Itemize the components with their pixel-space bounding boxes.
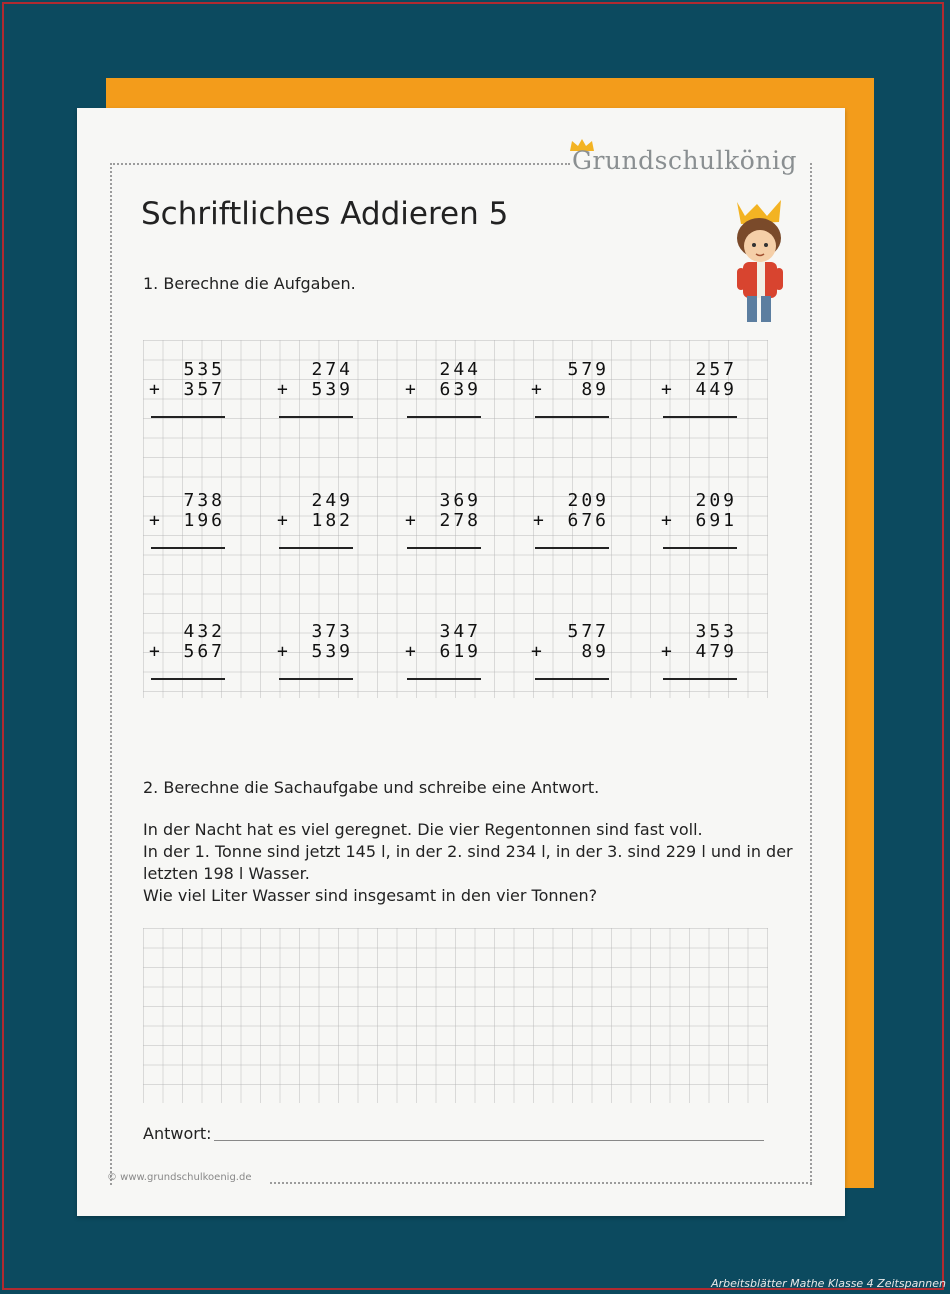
addition-problem [529,622,609,680]
addition-problem [401,491,481,549]
addend-bottom [529,642,609,662]
addition-problem [657,491,737,549]
addend-value: 691 [695,510,737,531]
addend-value: 639 [439,379,481,400]
addition-problem [145,360,225,418]
addend-top: 535 [183,359,225,380]
addend-bottom [657,511,737,531]
sum-line[interactable] [663,678,737,680]
addend-value: 676 [567,510,609,531]
addition-problem [657,622,737,680]
king-boy-illustration [723,196,805,326]
sum-line[interactable] [151,678,225,680]
addend-value: 539 [311,641,353,662]
dotted-frame-bottom [270,1182,812,1184]
addend-value: 539 [311,379,353,400]
page-title: Schriftliches Addieren 5 [141,196,509,232]
task2-heading: 2. Berechne die Sachaufgabe und schreibe eine Antwort. [143,778,600,797]
plus-sign: + [661,510,675,531]
addend-bottom [273,380,353,400]
sum-line[interactable] [663,416,737,418]
addition-problem [273,491,353,549]
addend-value: 89 [581,379,609,400]
worksheet-page [77,108,845,1216]
addend-top: 432 [183,621,225,642]
addition-problem [401,622,481,680]
sum-line[interactable] [279,547,353,549]
sum-line[interactable] [663,547,737,549]
addend-bottom [145,642,225,662]
addend-top: 373 [311,621,353,642]
sum-line[interactable] [535,547,609,549]
sum-line[interactable] [279,678,353,680]
addend-value: 449 [695,379,737,400]
addend-top: 209 [567,490,609,511]
addition-problem [529,360,609,418]
plus-sign: + [277,641,291,662]
addend-value: 619 [439,641,481,662]
plus-sign: + [405,379,419,400]
sum-line[interactable] [535,416,609,418]
addend-top: 257 [695,359,737,380]
sum-line[interactable] [535,678,609,680]
answer-grid [143,928,768,1103]
sum-line[interactable] [151,416,225,418]
addend-top: 244 [439,359,481,380]
sum-line[interactable] [407,547,481,549]
plus-sign: + [405,510,419,531]
addend-bottom [401,642,481,662]
answer-label: Antwort: [143,1124,212,1143]
word-problem-line: In der 1. Tonne sind jetzt 145 l, in der 2. sind 234 l, in der 3. sind 229 l und in der [143,842,793,861]
addend-bottom [529,511,609,531]
addend-value: 479 [695,641,737,662]
addition-problem [273,360,353,418]
plus-sign: + [149,641,163,662]
addend-bottom [657,380,737,400]
addend-top: 738 [183,490,225,511]
addend-value: 357 [183,379,225,400]
plus-sign: + [661,379,675,400]
addition-problem [145,622,225,680]
addend-bottom [273,642,353,662]
addend-top: 249 [311,490,353,511]
addend-value: 182 [311,510,353,531]
plus-sign: + [149,510,163,531]
sum-line[interactable] [279,416,353,418]
word-problem-line: letzten 198 l Wasser. [143,864,310,883]
image-caption: Arbeitsblätter Mathe Klasse 4 Zeitspannen [711,1277,946,1290]
answer-line[interactable] [214,1140,764,1141]
plus-sign: + [531,641,545,662]
addend-value: 196 [183,510,225,531]
addition-problem [401,360,481,418]
addend-value: 89 [581,641,609,662]
addend-bottom [401,380,481,400]
addition-problem [273,622,353,680]
plus-sign: + [149,379,163,400]
addition-problem [529,491,609,549]
addend-value: 567 [183,641,225,662]
addition-problem [145,491,225,549]
addend-top: 579 [567,359,609,380]
dotted-frame-top [110,163,570,165]
brand-logo: Grundschulkönig [572,146,797,175]
addition-problem [657,360,737,418]
word-problem-line: Wie viel Liter Wasser sind insgesamt in den vier Tonnen? [143,886,598,905]
plus-sign: + [531,379,545,400]
addend-top: 209 [695,490,737,511]
addend-top: 347 [439,621,481,642]
addend-bottom [145,511,225,531]
word-problem-text [143,819,793,907]
plus-sign: + [277,379,291,400]
sum-line[interactable] [407,416,481,418]
addend-top: 353 [695,621,737,642]
plus-sign: + [405,641,419,662]
plus-sign: + [661,641,675,662]
addend-value: 278 [439,510,481,531]
task1-heading: 1. Berechne die Aufgaben. [143,274,356,293]
addend-top: 369 [439,490,481,511]
plus-sign: + [533,510,547,531]
addend-top: 274 [311,359,353,380]
footer-copyright: © www.grundschulkoenig.de [107,1172,252,1183]
addend-bottom [529,380,609,400]
addend-top: 577 [567,621,609,642]
plus-sign: + [277,510,291,531]
sum-line[interactable] [151,547,225,549]
addend-bottom [401,511,481,531]
addend-bottom [273,511,353,531]
sum-line[interactable] [407,678,481,680]
word-problem-line: In der Nacht hat es viel geregnet. Die vier Regentonnen sind fast voll. [143,820,703,839]
addend-bottom [657,642,737,662]
addend-bottom [145,380,225,400]
